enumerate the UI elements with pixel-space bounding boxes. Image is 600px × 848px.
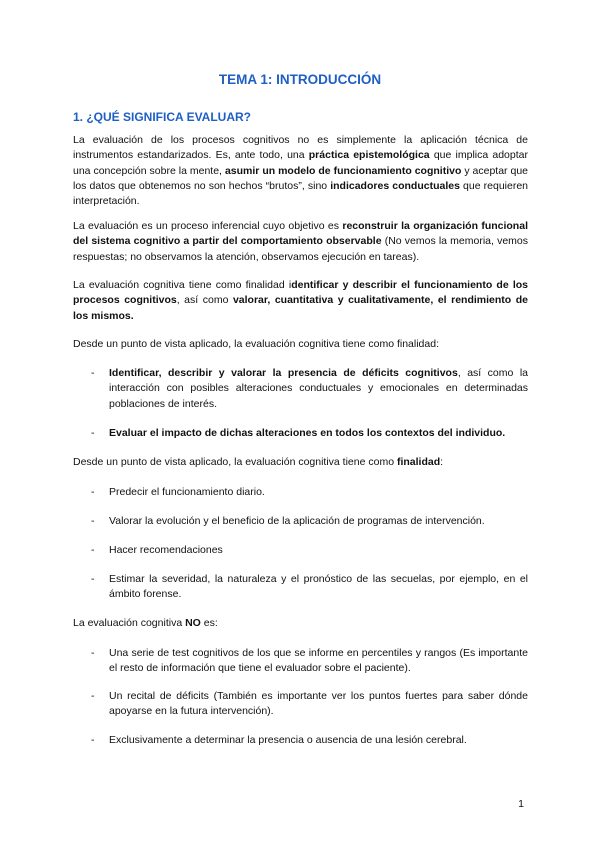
list-item: - Valorar la evolución y el beneficio de la aplicación de programas de intervención.	[91, 514, 528, 529]
list-item: - Evaluar el impacto de dichas alteraciones en todos los contextos del individuo.	[91, 426, 528, 441]
list-item: - Hacer recomendaciones	[91, 543, 528, 558]
list-dash: -	[91, 367, 95, 379]
list-item: - Identificar, describir y valorar la presencia de déficits cognitivos, así como la interacción con posibles alteraciones conductuales y emocionales en determinadas poblaciones de interés.	[91, 367, 528, 410]
section-title: 1. ¿QUÉ SIGNIFICA EVALUAR?	[73, 110, 252, 124]
list-item: - Exclusivamente a determinar la presencia o ausencia de una lesión cerebral.	[91, 733, 528, 748]
list-dash: -	[91, 690, 95, 702]
list-dash: -	[91, 544, 95, 556]
list-dash: -	[91, 427, 95, 439]
list-item: - Predecir el funcionamiento diario.	[91, 485, 528, 500]
page-title: TEMA 1: INTRODUCCIÓN	[218, 72, 382, 87]
list-dash: -	[91, 486, 95, 498]
paragraph-purpose: La evaluación cognitiva tiene como finalidad identificar y describir el funcionamiento de los procesos cognitivos, así como valorar, cuantitativa y cualitativamente, el rendimiento de los mismos.	[73, 279, 528, 322]
list-dash: -	[91, 734, 95, 746]
paragraph-inferential: La evaluación es un proceso inferencial cuyo objetivo es reconstruir la organización funcional del sistema cognitivo a partir del comportamiento observable (No vemos la memoria, vemos respuestas; no observamos la atención, observamos ejecución en tareas).	[73, 220, 528, 263]
list-dash: -	[91, 573, 95, 585]
list-item: - Una serie de test cognitivos de los que se informe en percentiles y rangos (Es importante el resto de información que tiene el evaluador sobre el paciente).	[91, 647, 528, 675]
paragraph-definition: La evaluación de los procesos cognitivos no es simplemente la aplicación técnica de instrumentos estandarizados. Es, ante todo, una práctica epistemológica que implica adoptar una concepción sobre la mente, asumir un modelo de funcionamiento cognitivo y aceptar que los datos que obtenemos no son hechos “brutos”, sino indicadores conductuales que requieren interpretación.	[73, 134, 529, 208]
page-number: 1	[518, 798, 524, 810]
paragraph-applied-intro: Desde un punto de vista aplicado, la evaluación cognitiva tiene como finalidad:	[73, 338, 439, 350]
paragraph-not-is: La evaluación cognitiva NO es:	[73, 617, 218, 629]
list-item: - Estimar la severidad, la naturaleza y el pronóstico de las secuelas, por ejemplo, en el ámbito forense.	[91, 573, 528, 601]
paragraph-applied-purpose: Desde un punto de vista aplicado, la evaluación cognitiva tiene como finalidad:	[73, 456, 444, 468]
list-dash: -	[91, 515, 95, 527]
list-dash: -	[91, 647, 95, 659]
list-item: - Un recital de déficits (También es importante ver los puntos fuertes para saber dónde apoyarse en la futura intervención).	[91, 690, 528, 718]
